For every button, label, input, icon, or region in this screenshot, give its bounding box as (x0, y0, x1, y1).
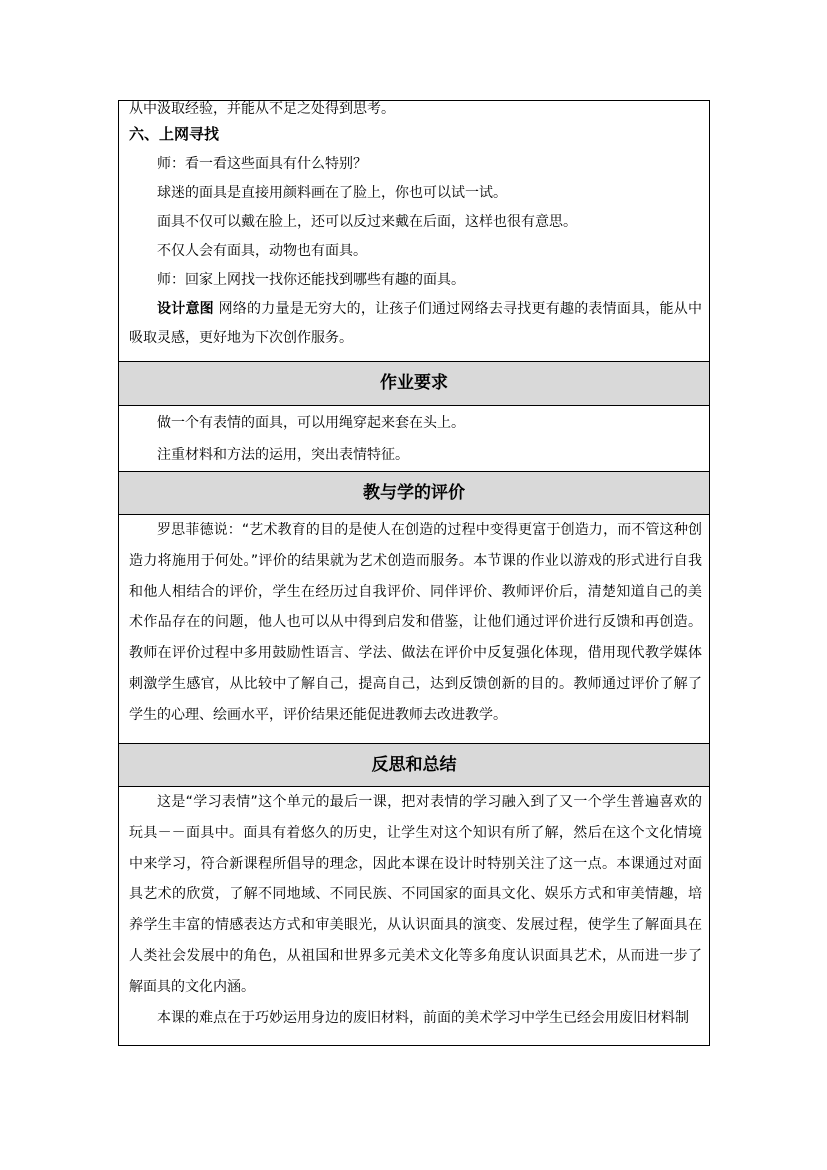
online-search-section (119, 99, 709, 361)
design-intent-text: 网络的力量是无穷大的，让孩子们通过网络去寻找更有趣的表情面具，能从中吸取灵感，更好地为下次创作服务。 (129, 301, 703, 346)
body-line: 面具不仅可以戴在脸上，还可以反过来戴在后面，这样也很有意思。 (157, 214, 577, 230)
reflection-paragraph: 本课的难点在于巧妙运用身边的废旧材料，前面的美术学习中学生已经会用废旧材料制 (157, 1009, 689, 1026)
section-heading: 六、上网寻找 (129, 125, 220, 143)
evaluation-header (119, 471, 709, 515)
homework-line: 注重材料和方法的运用，突出表情特征。 (157, 447, 409, 463)
homework-header (119, 361, 709, 406)
homework-line: 做一个有表情的面具，可以用绳穿起来套在头上。 (157, 415, 465, 431)
body-line: 师：回家上网找一找你还能找到哪些有趣的面具。 (157, 272, 465, 288)
evaluation-title: 教与学的评价 (363, 483, 465, 503)
homework-section (119, 406, 709, 471)
reflection-header (119, 743, 709, 787)
body-line: 球迷的面具是直接用颜料画在了脸上，你也可以试一试。 (157, 185, 507, 201)
homework-title: 作业要求 (380, 373, 448, 393)
design-intent-paragraph (129, 295, 702, 353)
body-line: 师：看一看这些面具有什么特别？ (157, 156, 367, 172)
body-line: 不仅人会有面具，动物也有面具。 (157, 243, 367, 259)
evaluation-paragraph: 罗思菲德说：“艺术教育的目的是使人在创造的过程中变得更富于创造力，而不管这种创造力将施用于何处。”评价的结果就为艺术创造而服务。本节课的作业以游戏的形式进行自我和他人相结合的评价，学生在经历过自我评价、同伴评价、教师评价后，清楚知道自己的美术作品存在的问题，他人也可以从中得到启发和借鉴，让他们通过评价进行反馈和再创造。教师在评价过程中多用鼓励性语言、学法、做法在评价中反复强化体现，借用现代教学媒体刺激学生感官，从比较中了解自己，提高自己，达到反馈创新的目的。教师通过评价了解了学生的心理、绘画水平，评价结果还能促进教师去改进教学。 (129, 522, 702, 723)
design-intent-label: 设计意图 (157, 301, 214, 317)
reflection-title: 反思和总结 (371, 755, 457, 775)
continuation-line: 从中汲取经验，并能从不足之处得到思考。 (129, 101, 395, 117)
lesson-plan-table (118, 100, 710, 1046)
reflection-paragraph: 这是“学习表情”这个单元的最后一课，把对表情的学习融入到了又一个学生普遍喜欢的玩具－－面具中。面具有着悠久的历史，让学生对这个知识有所了解，然后在这个文化情境中来学习，符合新课程所倡导的理念，因此本课在设计时特别关注了这一点。本课通过对面具艺术的欣赏，了解不同地域、不同民族、不同国家的面具文化、娱乐方式和审美情趣，培养学生丰富的情感表达方式和审美眼光，从认识面具的演变、发展过程，使学生了解面具在人类社会发展中的角色，从祖国和世界多元美术文化等多角度认识面具艺术，从而进一步了解面具的文化内涵。 (129, 794, 702, 995)
reflection-section (119, 787, 709, 1047)
evaluation-section (119, 515, 709, 744)
